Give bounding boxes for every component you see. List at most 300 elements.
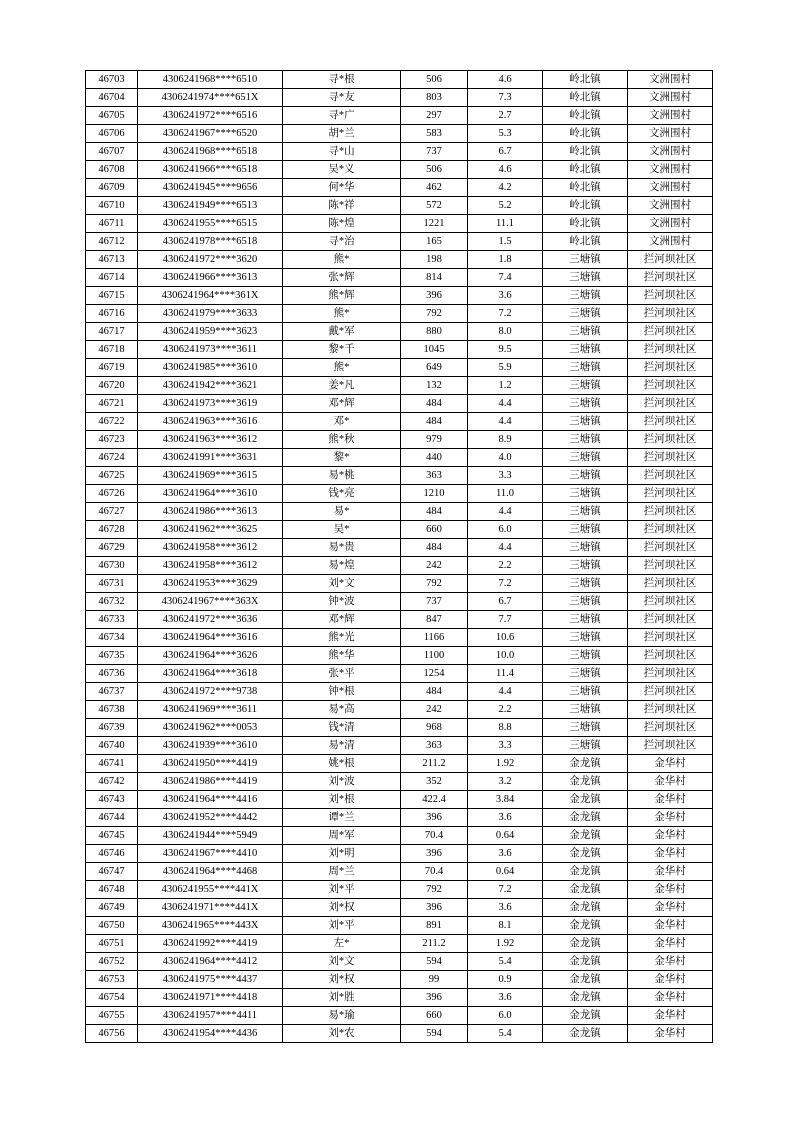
cell-town: 三塘镇 <box>543 467 628 485</box>
cell-town: 三塘镇 <box>543 719 628 737</box>
cell-name: 刘*农 <box>283 1025 401 1043</box>
records-table-body <box>86 71 713 1043</box>
cell-village: 金华村 <box>628 791 713 809</box>
cell-seq: 46751 <box>86 935 138 953</box>
cell-town: 金龙镇 <box>543 917 628 935</box>
cell-amount: 396 <box>401 899 468 917</box>
cell-name: 刘*权 <box>283 971 401 989</box>
table-row <box>86 737 713 755</box>
cell-name: 陈*煌 <box>283 215 401 233</box>
cell-id-number: 4306241985****3610 <box>138 359 283 377</box>
cell-seq: 46722 <box>86 413 138 431</box>
cell-name: 刘*权 <box>283 899 401 917</box>
cell-rate: 7.4 <box>468 269 543 287</box>
cell-rate: 10.0 <box>468 647 543 665</box>
cell-rate: 11.1 <box>468 215 543 233</box>
cell-rate: 9.5 <box>468 341 543 359</box>
cell-town: 三塘镇 <box>543 593 628 611</box>
cell-amount: 70.4 <box>401 827 468 845</box>
cell-amount: 363 <box>401 467 468 485</box>
cell-id-number: 4306241978****6518 <box>138 233 283 251</box>
cell-name: 左* <box>283 935 401 953</box>
cell-id-number: 4306241945****9656 <box>138 179 283 197</box>
cell-rate: 4.4 <box>468 539 543 557</box>
cell-name: 黎* <box>283 449 401 467</box>
cell-amount: 847 <box>401 611 468 629</box>
table-row <box>86 89 713 107</box>
cell-village: 金华村 <box>628 953 713 971</box>
cell-id-number: 4306241969****3615 <box>138 467 283 485</box>
cell-town: 三塘镇 <box>543 251 628 269</box>
cell-town: 三塘镇 <box>543 665 628 683</box>
cell-id-number: 4306241965****443X <box>138 917 283 935</box>
cell-town: 金龙镇 <box>543 827 628 845</box>
cell-town: 岭北镇 <box>543 71 628 89</box>
cell-rate: 8.9 <box>468 431 543 449</box>
cell-seq: 46725 <box>86 467 138 485</box>
table-row <box>86 629 713 647</box>
cell-seq: 46753 <box>86 971 138 989</box>
cell-id-number: 4306241964****3626 <box>138 647 283 665</box>
table-row <box>86 881 713 899</box>
cell-village: 金华村 <box>628 773 713 791</box>
cell-rate: 2.7 <box>468 107 543 125</box>
cell-name: 钱*亮 <box>283 485 401 503</box>
table-row <box>86 197 713 215</box>
cell-village: 拦河坝社区 <box>628 593 713 611</box>
cell-village: 拦河坝社区 <box>628 413 713 431</box>
cell-amount: 1221 <box>401 215 468 233</box>
cell-seq: 46739 <box>86 719 138 737</box>
cell-village: 拦河坝社区 <box>628 611 713 629</box>
cell-town: 金龙镇 <box>543 773 628 791</box>
cell-id-number: 4306241974****651X <box>138 89 283 107</box>
cell-id-number: 4306241958****3612 <box>138 557 283 575</box>
cell-id-number: 4306241963****3612 <box>138 431 283 449</box>
cell-id-number: 4306241967****4410 <box>138 845 283 863</box>
cell-rate: 1.92 <box>468 755 543 773</box>
cell-rate: 2.2 <box>468 701 543 719</box>
cell-name: 熊* <box>283 305 401 323</box>
cell-name: 邓* <box>283 413 401 431</box>
cell-amount: 132 <box>401 377 468 395</box>
cell-id-number: 4306241967****6520 <box>138 125 283 143</box>
cell-rate: 6.7 <box>468 593 543 611</box>
cell-amount: 594 <box>401 1025 468 1043</box>
cell-town: 岭北镇 <box>543 215 628 233</box>
table-row <box>86 683 713 701</box>
cell-village: 金华村 <box>628 755 713 773</box>
cell-village: 拦河坝社区 <box>628 251 713 269</box>
cell-name: 刘*平 <box>283 881 401 899</box>
cell-id-number: 4306241939****3610 <box>138 737 283 755</box>
cell-seq: 46734 <box>86 629 138 647</box>
table-row <box>86 593 713 611</box>
cell-village: 拦河坝社区 <box>628 323 713 341</box>
cell-amount: 462 <box>401 179 468 197</box>
cell-name: 寻*治 <box>283 233 401 251</box>
cell-id-number: 4306241964****4416 <box>138 791 283 809</box>
cell-rate: 4.6 <box>468 161 543 179</box>
cell-amount: 891 <box>401 917 468 935</box>
cell-amount: 396 <box>401 989 468 1007</box>
cell-village: 拦河坝社区 <box>628 737 713 755</box>
cell-town: 金龙镇 <box>543 989 628 1007</box>
cell-seq: 46745 <box>86 827 138 845</box>
table-row <box>86 251 713 269</box>
cell-village: 拦河坝社区 <box>628 629 713 647</box>
cell-id-number: 4306241969****3611 <box>138 701 283 719</box>
cell-village: 金华村 <box>628 917 713 935</box>
cell-town: 三塘镇 <box>543 557 628 575</box>
cell-id-number: 4306241966****3613 <box>138 269 283 287</box>
table-row <box>86 755 713 773</box>
cell-seq: 46717 <box>86 323 138 341</box>
cell-rate: 0.64 <box>468 827 543 845</box>
table-row <box>86 1007 713 1025</box>
cell-amount: 484 <box>401 683 468 701</box>
cell-id-number: 4306241964****3616 <box>138 629 283 647</box>
cell-village: 拦河坝社区 <box>628 485 713 503</box>
cell-id-number: 4306241972****3636 <box>138 611 283 629</box>
cell-seq: 46732 <box>86 593 138 611</box>
cell-rate: 3.6 <box>468 845 543 863</box>
cell-id-number: 4306241992****4419 <box>138 935 283 953</box>
cell-amount: 803 <box>401 89 468 107</box>
cell-town: 金龙镇 <box>543 953 628 971</box>
cell-name: 刘*根 <box>283 791 401 809</box>
cell-town: 三塘镇 <box>543 629 628 647</box>
cell-town: 岭北镇 <box>543 179 628 197</box>
cell-name: 熊*秋 <box>283 431 401 449</box>
cell-name: 胡*兰 <box>283 125 401 143</box>
cell-town: 岭北镇 <box>543 233 628 251</box>
cell-rate: 5.9 <box>468 359 543 377</box>
cell-amount: 1045 <box>401 341 468 359</box>
cell-town: 金龙镇 <box>543 755 628 773</box>
cell-village: 文洲围村 <box>628 161 713 179</box>
cell-rate: 6.0 <box>468 1007 543 1025</box>
cell-village: 拦河坝社区 <box>628 503 713 521</box>
cell-town: 三塘镇 <box>543 521 628 539</box>
cell-rate: 4.6 <box>468 71 543 89</box>
cell-name: 寻*友 <box>283 89 401 107</box>
cell-rate: 7.2 <box>468 305 543 323</box>
cell-id-number: 4306241953****3629 <box>138 575 283 593</box>
cell-id-number: 4306241959****3623 <box>138 323 283 341</box>
cell-village: 拦河坝社区 <box>628 305 713 323</box>
cell-amount: 484 <box>401 413 468 431</box>
cell-amount: 242 <box>401 701 468 719</box>
cell-rate: 4.4 <box>468 413 543 431</box>
cell-town: 三塘镇 <box>543 683 628 701</box>
cell-town: 三塘镇 <box>543 449 628 467</box>
cell-amount: 440 <box>401 449 468 467</box>
cell-name: 陈*祥 <box>283 197 401 215</box>
cell-seq: 46704 <box>86 89 138 107</box>
cell-town: 三塘镇 <box>543 377 628 395</box>
cell-town: 三塘镇 <box>543 503 628 521</box>
cell-id-number: 4306241964****3618 <box>138 665 283 683</box>
cell-id-number: 4306241955****6515 <box>138 215 283 233</box>
cell-village: 拦河坝社区 <box>628 683 713 701</box>
cell-village: 文洲围村 <box>628 215 713 233</box>
cell-rate: 3.2 <box>468 773 543 791</box>
table-row <box>86 467 713 485</box>
cell-village: 金华村 <box>628 1025 713 1043</box>
cell-id-number: 4306241972****9738 <box>138 683 283 701</box>
cell-rate: 1.2 <box>468 377 543 395</box>
cell-name: 易*贵 <box>283 539 401 557</box>
cell-seq: 46746 <box>86 845 138 863</box>
table-row <box>86 791 713 809</box>
cell-rate: 6.7 <box>468 143 543 161</box>
cell-id-number: 4306241962****3625 <box>138 521 283 539</box>
cell-id-number: 4306241964****3610 <box>138 485 283 503</box>
cell-village: 拦河坝社区 <box>628 665 713 683</box>
cell-town: 三塘镇 <box>543 737 628 755</box>
cell-id-number: 4306241958****3612 <box>138 539 283 557</box>
table-row <box>86 971 713 989</box>
table-row <box>86 809 713 827</box>
cell-name: 熊* <box>283 359 401 377</box>
table-row <box>86 647 713 665</box>
cell-seq: 46703 <box>86 71 138 89</box>
cell-village: 金华村 <box>628 935 713 953</box>
cell-name: 姚*根 <box>283 755 401 773</box>
table-row <box>86 917 713 935</box>
cell-id-number: 4306241949****6513 <box>138 197 283 215</box>
cell-village: 拦河坝社区 <box>628 719 713 737</box>
cell-village: 文洲围村 <box>628 143 713 161</box>
cell-town: 金龙镇 <box>543 863 628 881</box>
cell-seq: 46716 <box>86 305 138 323</box>
cell-village: 拦河坝社区 <box>628 269 713 287</box>
cell-seq: 46707 <box>86 143 138 161</box>
cell-rate: 11.0 <box>468 485 543 503</box>
table-row <box>86 359 713 377</box>
cell-seq: 46741 <box>86 755 138 773</box>
table-row <box>86 413 713 431</box>
cell-village: 金华村 <box>628 827 713 845</box>
cell-name: 刘*平 <box>283 917 401 935</box>
cell-seq: 46718 <box>86 341 138 359</box>
table-row <box>86 143 713 161</box>
cell-rate: 8.1 <box>468 917 543 935</box>
cell-town: 三塘镇 <box>543 647 628 665</box>
cell-town: 金龙镇 <box>543 845 628 863</box>
cell-amount: 979 <box>401 431 468 449</box>
cell-amount: 211.2 <box>401 755 468 773</box>
cell-village: 文洲围村 <box>628 233 713 251</box>
cell-town: 三塘镇 <box>543 305 628 323</box>
cell-id-number: 4306241962****0053 <box>138 719 283 737</box>
cell-seq: 46744 <box>86 809 138 827</box>
cell-seq: 46730 <box>86 557 138 575</box>
cell-village: 文洲围村 <box>628 125 713 143</box>
cell-rate: 1.5 <box>468 233 543 251</box>
cell-seq: 46713 <box>86 251 138 269</box>
cell-name: 寻*广 <box>283 107 401 125</box>
cell-town: 金龙镇 <box>543 899 628 917</box>
cell-village: 金华村 <box>628 863 713 881</box>
cell-name: 熊*辉 <box>283 287 401 305</box>
cell-name: 戴*军 <box>283 323 401 341</box>
cell-id-number: 4306241952****4442 <box>138 809 283 827</box>
cell-id-number: 4306241950****4419 <box>138 755 283 773</box>
table-row <box>86 395 713 413</box>
cell-village: 拦河坝社区 <box>628 359 713 377</box>
cell-rate: 4.4 <box>468 395 543 413</box>
cell-seq: 46724 <box>86 449 138 467</box>
cell-amount: 792 <box>401 881 468 899</box>
cell-town: 三塘镇 <box>543 431 628 449</box>
cell-id-number: 4306241971****441X <box>138 899 283 917</box>
cell-rate: 3.6 <box>468 287 543 305</box>
table-row <box>86 269 713 287</box>
cell-amount: 572 <box>401 197 468 215</box>
cell-name: 寻*山 <box>283 143 401 161</box>
cell-rate: 4.4 <box>468 503 543 521</box>
cell-amount: 484 <box>401 503 468 521</box>
cell-name: 吴*义 <box>283 161 401 179</box>
cell-seq: 46733 <box>86 611 138 629</box>
table-row <box>86 773 713 791</box>
cell-village: 金华村 <box>628 881 713 899</box>
cell-name: 周*军 <box>283 827 401 845</box>
cell-town: 三塘镇 <box>543 287 628 305</box>
cell-rate: 3.84 <box>468 791 543 809</box>
table-row <box>86 935 713 953</box>
cell-rate: 4.0 <box>468 449 543 467</box>
cell-town: 金龙镇 <box>543 881 628 899</box>
cell-village: 文洲围村 <box>628 107 713 125</box>
cell-seq: 46719 <box>86 359 138 377</box>
cell-amount: 583 <box>401 125 468 143</box>
cell-rate: 0.9 <box>468 971 543 989</box>
cell-amount: 198 <box>401 251 468 269</box>
cell-village: 拦河坝社区 <box>628 395 713 413</box>
cell-id-number: 4306241973****3619 <box>138 395 283 413</box>
cell-amount: 737 <box>401 593 468 611</box>
cell-name: 易*桃 <box>283 467 401 485</box>
cell-amount: 211.2 <box>401 935 468 953</box>
cell-seq: 46708 <box>86 161 138 179</box>
cell-amount: 242 <box>401 557 468 575</box>
cell-name: 邓*辉 <box>283 395 401 413</box>
cell-town: 岭北镇 <box>543 89 628 107</box>
cell-amount: 792 <box>401 575 468 593</box>
cell-name: 钱*清 <box>283 719 401 737</box>
cell-rate: 7.3 <box>468 89 543 107</box>
cell-amount: 660 <box>401 521 468 539</box>
cell-rate: 6.0 <box>468 521 543 539</box>
cell-town: 三塘镇 <box>543 323 628 341</box>
cell-town: 金龙镇 <box>543 1007 628 1025</box>
cell-seq: 46712 <box>86 233 138 251</box>
cell-rate: 4.2 <box>468 179 543 197</box>
cell-seq: 46731 <box>86 575 138 593</box>
table-row <box>86 827 713 845</box>
cell-seq: 46754 <box>86 989 138 1007</box>
cell-amount: 1210 <box>401 485 468 503</box>
cell-amount: 297 <box>401 107 468 125</box>
cell-name: 熊* <box>283 251 401 269</box>
cell-amount: 594 <box>401 953 468 971</box>
cell-seq: 46736 <box>86 665 138 683</box>
cell-amount: 660 <box>401 1007 468 1025</box>
cell-town: 三塘镇 <box>543 359 628 377</box>
cell-village: 拦河坝社区 <box>628 467 713 485</box>
table-row <box>86 845 713 863</box>
cell-amount: 1100 <box>401 647 468 665</box>
cell-amount: 737 <box>401 143 468 161</box>
table-row <box>86 575 713 593</box>
cell-amount: 484 <box>401 539 468 557</box>
cell-id-number: 4306241979****3633 <box>138 305 283 323</box>
cell-id-number: 4306241972****3620 <box>138 251 283 269</box>
cell-seq: 46720 <box>86 377 138 395</box>
cell-village: 文洲围村 <box>628 179 713 197</box>
cell-rate: 7.2 <box>468 881 543 899</box>
cell-rate: 3.6 <box>468 809 543 827</box>
cell-name: 黎*千 <box>283 341 401 359</box>
cell-rate: 4.4 <box>468 683 543 701</box>
cell-amount: 792 <box>401 305 468 323</box>
table-row <box>86 539 713 557</box>
cell-rate: 1.8 <box>468 251 543 269</box>
cell-town: 三塘镇 <box>543 485 628 503</box>
cell-id-number: 4306241968****6518 <box>138 143 283 161</box>
cell-amount: 352 <box>401 773 468 791</box>
table-row <box>86 701 713 719</box>
table-row <box>86 503 713 521</box>
table-row <box>86 215 713 233</box>
cell-village: 文洲围村 <box>628 89 713 107</box>
cell-id-number: 4306241973****3611 <box>138 341 283 359</box>
cell-rate: 5.2 <box>468 197 543 215</box>
cell-amount: 484 <box>401 395 468 413</box>
table-row <box>86 899 713 917</box>
cell-amount: 99 <box>401 971 468 989</box>
cell-id-number: 4306241955****441X <box>138 881 283 899</box>
cell-seq: 46729 <box>86 539 138 557</box>
cell-village: 拦河坝社区 <box>628 647 713 665</box>
cell-town: 岭北镇 <box>543 197 628 215</box>
cell-name: 张*辉 <box>283 269 401 287</box>
table-row <box>86 665 713 683</box>
cell-seq: 46742 <box>86 773 138 791</box>
cell-village: 金华村 <box>628 809 713 827</box>
cell-seq: 46710 <box>86 197 138 215</box>
cell-rate: 8.0 <box>468 323 543 341</box>
cell-name: 易*高 <box>283 701 401 719</box>
cell-village: 金华村 <box>628 971 713 989</box>
cell-town: 金龙镇 <box>543 791 628 809</box>
cell-amount: 880 <box>401 323 468 341</box>
cell-id-number: 4306241964****361X <box>138 287 283 305</box>
cell-name: 钟*波 <box>283 593 401 611</box>
cell-id-number: 4306241966****6518 <box>138 161 283 179</box>
table-row <box>86 953 713 971</box>
cell-id-number: 4306241954****4436 <box>138 1025 283 1043</box>
cell-town: 金龙镇 <box>543 1025 628 1043</box>
cell-amount: 506 <box>401 161 468 179</box>
cell-rate: 5.4 <box>468 1025 543 1043</box>
table-row <box>86 377 713 395</box>
cell-amount: 396 <box>401 287 468 305</box>
cell-town: 三塘镇 <box>543 413 628 431</box>
